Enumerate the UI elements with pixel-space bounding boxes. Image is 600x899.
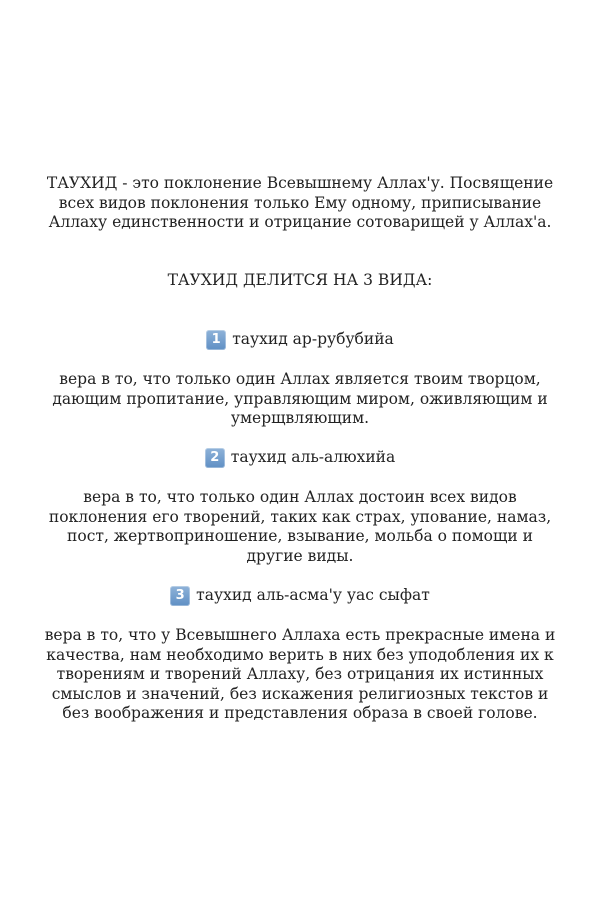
keycap-1-icon: 1 xyxy=(206,330,226,350)
intro-paragraph xyxy=(40,174,560,233)
description-line: поклонения его творений, таких как страх, упование, намаз, xyxy=(48,507,552,526)
description-line: вера в то, что только один Аллах является твоим творцом, xyxy=(59,370,541,388)
type-2-description xyxy=(40,488,560,566)
description-line: умерщвляющим. xyxy=(230,409,370,427)
type-2-title xyxy=(40,448,560,468)
type-1-title-text: таухид ар-рубубийа xyxy=(232,330,394,349)
section-heading: ТАУХИД ДЕЛИТСЯ НА 3 ВИДА: xyxy=(167,271,433,289)
description-line: вера в то, что только один Аллах достоин всех видов xyxy=(83,488,517,506)
type-1-description xyxy=(40,370,560,429)
description-line: смыслов и значений, без искажения религиозных текстов и xyxy=(51,684,549,703)
intro-line: всех видов поклонения только Ему одному, приписывание xyxy=(58,193,542,212)
type-1-title xyxy=(40,330,560,350)
description-line: творениям и творений Аллаху, без отрицания их истинных xyxy=(56,665,544,683)
description-line: пост, жертвоприношение, взывание, мольба о помощи и xyxy=(67,527,533,545)
keycap-2-icon: 2 xyxy=(205,448,225,468)
type-3-title xyxy=(40,586,560,606)
type-2-title-text: таухид аль-алюхийа xyxy=(230,448,396,467)
intro-line: ТАУХИД - это поклонение Всевышнему Аллах'у. Посвящение xyxy=(46,174,554,192)
description-line: другие виды. xyxy=(246,546,354,565)
keycap-3-icon: 3 xyxy=(170,586,190,606)
type-3-title-text: таухид аль-асма'у уас сыфат xyxy=(196,586,430,605)
description-line: дающим пропитание, управляющим миром, оживляющим и xyxy=(52,389,548,408)
intro-line: Аллаху единственности и отрицание сотоварищей у Аллах'а. xyxy=(48,213,552,231)
description-line: без воображения и представления образа в своей голове. xyxy=(62,704,538,722)
description-line: вера в то, что у Всевышнего Аллаха есть прекрасные имена и xyxy=(44,626,556,644)
description-line: качества, нам необходимо верить в них без уподобления их к xyxy=(46,645,554,664)
type-3-description xyxy=(40,626,560,724)
